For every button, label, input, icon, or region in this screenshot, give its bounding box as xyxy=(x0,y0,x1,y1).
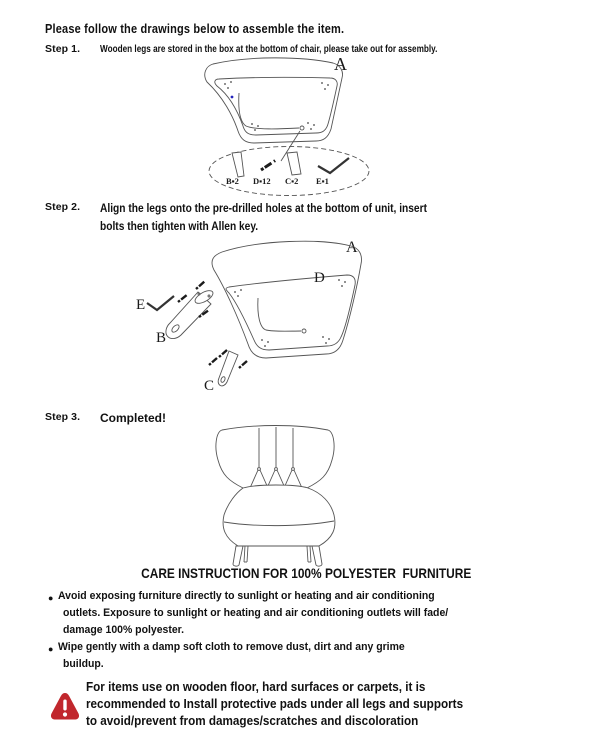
unit-a-label: A xyxy=(334,54,347,74)
page-title: Please follow the drawings below to assemble the item. xyxy=(45,22,345,36)
chair-bottom-outline xyxy=(205,58,343,143)
warning-icon xyxy=(49,689,81,724)
part-label-b: B▪2 xyxy=(226,176,239,186)
part-label-c: C▪2 xyxy=(285,176,299,186)
exclamation-dot xyxy=(63,712,67,716)
blue-dot xyxy=(231,96,234,99)
part-label-d: D▪12 xyxy=(253,176,271,186)
hole-callout-circle xyxy=(300,126,304,130)
screw-holes xyxy=(224,81,329,131)
front-left-leg xyxy=(233,546,243,566)
chair-seat xyxy=(223,485,335,546)
warning-line1: For items use on wooden floor, hard surfaces or carpets, it is xyxy=(86,679,426,694)
warning-line3: to avoid/prevent from damages/scratches and discoloration xyxy=(86,713,419,728)
care-heading: CARE INSTRUCTION FOR 100% POLYESTER FURNITURE xyxy=(140,565,472,581)
step2-text xyxy=(100,199,485,235)
label-b: B xyxy=(156,330,167,346)
back-legs xyxy=(244,546,311,562)
step3-label: Step 3. xyxy=(45,411,81,423)
hole-circle-2 xyxy=(302,329,306,333)
care-bullet-2-line2: buildup. xyxy=(63,658,104,670)
chair-bottom-panel xyxy=(215,77,337,135)
unit-a-label-2: A xyxy=(346,239,358,256)
step1-text: Wooden legs are stored in the box at the bottom of chair, please take out for assembly. xyxy=(100,43,438,55)
chair-legs xyxy=(233,546,322,566)
bolt-hole-curve xyxy=(239,93,299,129)
part-label-e: E▪1 xyxy=(316,176,329,186)
step3-text: Completed! xyxy=(100,411,166,425)
care-bullet-1-line2: outlets. Exposure to sunlight or heating and air conditioning outlets will fade/ xyxy=(63,607,449,619)
care-bullet-1 xyxy=(48,588,460,639)
assembly-diagram-1 xyxy=(185,52,390,202)
warning-text xyxy=(86,678,505,729)
label-c: C xyxy=(204,378,215,394)
chair-back xyxy=(216,426,334,489)
care-bullet-1-line1: Avoid exposing furniture directly to sunlight or heating and air conditioning xyxy=(58,590,435,602)
bullet-icon-2: ● xyxy=(48,644,54,654)
chair-bottom-panel-2 xyxy=(226,275,355,350)
label-e: E xyxy=(136,297,146,313)
front-right-leg xyxy=(312,546,322,566)
allen-key xyxy=(147,296,174,310)
bullet-icon: ● xyxy=(48,593,54,603)
care-bullet-2-line1: Wipe gently with a damp soft cloth to remove dust, dirt and any grime xyxy=(58,641,405,653)
label-d: D xyxy=(314,270,325,286)
screw-holes-2 xyxy=(234,279,346,347)
bolt-hole-curve-2 xyxy=(258,298,301,331)
step1-label: Step 1. xyxy=(45,43,81,55)
leg-part-b xyxy=(232,152,244,177)
assembly-diagram-2 xyxy=(130,232,380,402)
exclamation-bar xyxy=(63,700,66,711)
allen-key-part-e xyxy=(318,158,349,173)
bolt-part-d xyxy=(261,160,276,170)
completed-chair-diagram xyxy=(195,420,415,568)
care-bullet-2 xyxy=(48,639,415,673)
step2-label: Step 2. xyxy=(45,201,81,213)
care-bullet-1-line3: damage 100% polyester. xyxy=(63,624,185,636)
warning-line2: recommended to Install protective pads under all legs and supports xyxy=(86,696,464,711)
step2-text-line1: Align the legs onto the pre-drilled holes at the bottom of unit, insert xyxy=(100,201,427,215)
leg-part-c xyxy=(287,152,301,175)
step2-text-line2: bolts then tighten with Allen key. xyxy=(100,219,259,233)
